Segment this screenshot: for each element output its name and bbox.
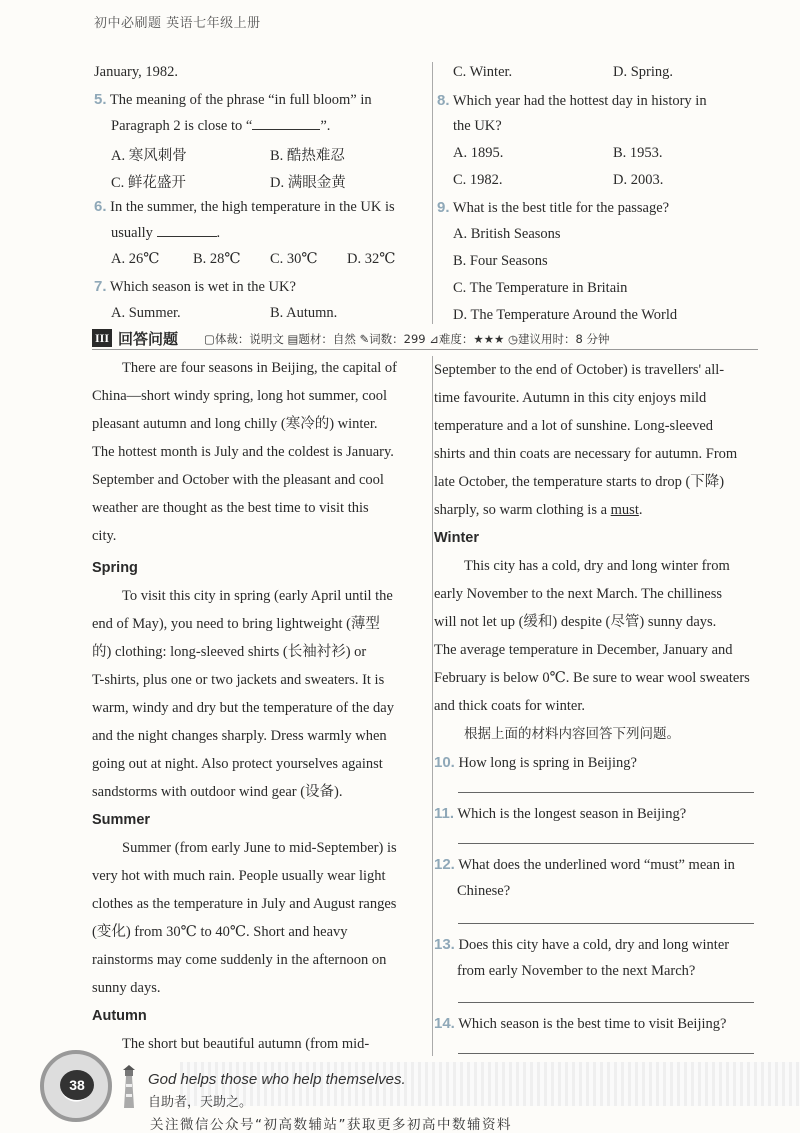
question-5-line2: Paragraph 2 is close to “ ”. (111, 118, 331, 134)
continued-option-text: January, 1982. (94, 64, 179, 80)
section-number: III (92, 329, 112, 347)
question-6: 6. In the summer, the high temperature in the UK is (94, 198, 395, 215)
question-8-line2: the UK? (453, 118, 502, 134)
spring-paragraph: To visit this city in spring (early April until the end of May), you need to bring lightweight (薄型 的) clothing: long-sleeved shirts (长袖衬衫) or T-shirts, plus one or two jackets and sweaters. It is warm, windy and dry but the temperature of the day and the night changes sharply. Dress warmly when going out at night. Also protect yourselves against sandstorms with outdoor wind gear (设备). (92, 588, 394, 800)
winter-paragraph: This city has a cold, dry and long winter from early November to the next March. The chilliness will not let up (缓和) despite (尽管) sunny days. The average temperature in December, January and February is below 0℃. Be sure to wear wool sweaters and thick coats for winter. (434, 558, 750, 714)
autumn-paragraph-cont: September to the end of October) is travellers' all- time favourite. Autumn in this city enjoys mild temperature and a lot of sunshine. Long-sleeved shirts and thin coats are necessary for autumn. From late October, the temperature starts to drop (下降) sharply, so warm clothing is a must. (434, 362, 738, 518)
answer-line[interactable] (458, 1053, 754, 1054)
question-number: 13. (434, 936, 455, 953)
option-a[interactable]: A. 26℃ (111, 251, 160, 267)
passage-left-column (92, 354, 412, 1058)
instruction-text: 根据上面的材料内容回答下列问题。 (464, 726, 680, 742)
section-title: 回答问题 (118, 330, 179, 348)
question-8: 8. Which year had the hottest day in history in (437, 92, 707, 109)
answer-blank[interactable] (157, 224, 217, 237)
question-number: 5. (94, 91, 107, 108)
question-9: 9. What is the best title for the passage? (437, 199, 670, 216)
passage-right-column (434, 356, 756, 748)
option-d[interactable]: D. The Temperature Around the World (453, 307, 678, 323)
column-divider (432, 356, 433, 1056)
question-number: 10. (434, 754, 455, 771)
option-d[interactable]: D. Spring. (613, 64, 674, 80)
option-b[interactable]: B. 酷热难忍 (270, 148, 345, 164)
option-a[interactable]: A. 寒风刺骨 (111, 148, 187, 164)
question-number: 6. (94, 198, 107, 215)
motto-chinese: 自助者，天助之。 (148, 1095, 253, 1110)
question-11: 11. Which is the longest season in Beijing? (434, 805, 687, 822)
question-number: 7. (94, 278, 107, 295)
column-divider (432, 62, 433, 324)
autumn-paragraph-start: The short but beautiful autumn (from mid- (122, 1036, 370, 1052)
running-header: 初中必刷题 英语七年级上册 (94, 16, 261, 31)
question-6-line2: usually . (111, 225, 221, 241)
answer-blank[interactable] (252, 117, 320, 130)
question-12-line2: Chinese? (457, 883, 511, 899)
option-b[interactable]: B. Four Seasons (453, 253, 548, 269)
question-number: 9. (437, 199, 450, 216)
question-5: 5. The meaning of the phrase “in full bloom” in (94, 91, 372, 108)
option-d[interactable]: D. 满眼金黄 (270, 175, 346, 191)
question-number: 12. (434, 856, 455, 873)
lighthouse-icon (118, 1064, 140, 1110)
option-b[interactable]: B. 28℃ (193, 251, 241, 267)
option-a[interactable]: A. 1895. (453, 145, 504, 161)
option-a[interactable]: A. British Seasons (453, 226, 561, 242)
option-c[interactable]: C. Winter. (453, 64, 513, 80)
option-b[interactable]: B. Autumn. (270, 305, 338, 321)
option-b[interactable]: B. 1953. (613, 145, 663, 161)
question-14: 14. Which season is the best time to visit Beijing? (434, 1015, 727, 1032)
page-number: 38 (60, 1070, 94, 1100)
option-d[interactable]: D. 32℃ (347, 251, 396, 267)
answer-line[interactable] (458, 843, 754, 844)
option-c[interactable]: C. 30℃ (270, 251, 318, 267)
intro-paragraph: There are four seasons in Beijing, the capital of China—short windy spring, long hot summer, cool pleasant autumn and long chilly (寒冷的) winter. The hottest month is July and the coldest is January. September and October with the pleasant and cool weather are thought as the best time to visit this city. (92, 360, 397, 544)
answer-line[interactable] (458, 1002, 754, 1003)
section-meta: ▢体裁：说明文 ▤题材：自然 ✎词数：299 ⊿难度：★★★ ◷建议用时：8 分钟 (204, 332, 610, 346)
option-c[interactable]: C. The Temperature in Britain (453, 280, 628, 296)
heading-spring: Spring (92, 560, 138, 576)
summer-paragraph: Summer (from early June to mid-September) is very hot with much rain. People usually wear light clothes as the temperature in July and August ranges (变化) from 30℃ to 40℃. Short and heavy rainstorms may come suddenly in the afternoon on sunny days. (92, 840, 397, 996)
underlined-word-must: must (610, 502, 639, 518)
question-number: 8. (437, 92, 450, 109)
watermark-text: 关注微信公众号“初高数辅站”获取更多初高中数辅资料 (150, 1117, 512, 1133)
heading-summer: Summer (92, 812, 151, 828)
question-12: 12. What does the underlined word “must” mean in (434, 856, 735, 873)
option-a[interactable]: A. Summer. (111, 305, 181, 321)
option-c[interactable]: C. 鲜花盛开 (111, 175, 186, 191)
answer-line[interactable] (458, 923, 754, 924)
option-c[interactable]: C. 1982. (453, 172, 503, 188)
motto-english: God helps those who help themselves. (148, 1071, 406, 1088)
heading-autumn: Autumn (92, 1008, 147, 1024)
answer-line[interactable] (458, 792, 754, 793)
question-7: 7. Which season is wet in the UK? (94, 278, 296, 295)
question-13-line2: from early November to the next March? (457, 963, 696, 979)
section-header (92, 327, 758, 350)
option-d[interactable]: D. 2003. (613, 172, 664, 188)
question-10: 10. How long is spring in Beijing? (434, 754, 637, 771)
heading-winter: Winter (434, 530, 479, 546)
question-number: 11. (434, 805, 455, 822)
question-13: 13. Does this city have a cold, dry and long winter (434, 936, 730, 953)
question-number: 14. (434, 1015, 455, 1032)
